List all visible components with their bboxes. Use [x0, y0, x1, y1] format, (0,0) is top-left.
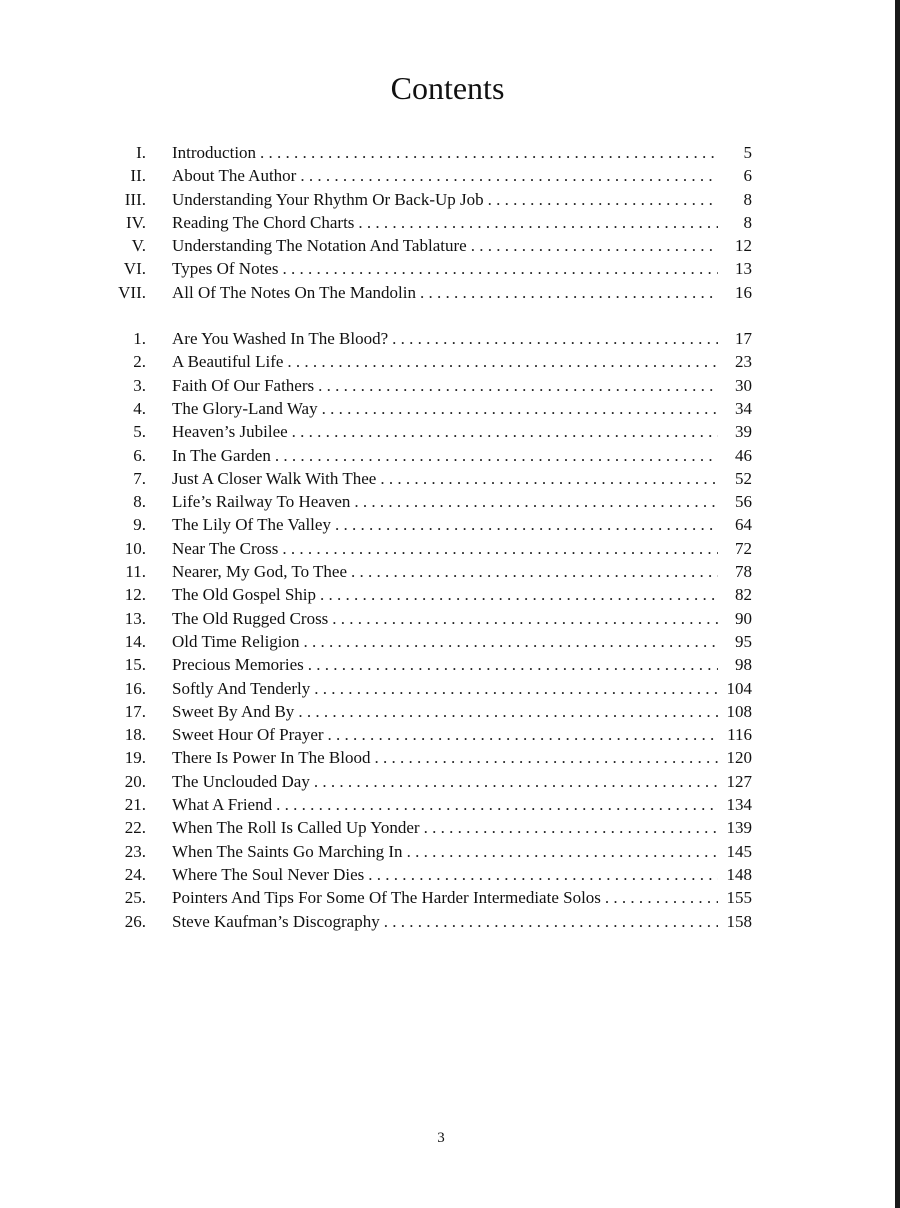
toc-entry-song — [100, 420, 752, 443]
entry-page-number: 56 — [735, 492, 752, 512]
entry-title: Understanding Your Rhythm Or Back-Up Job — [172, 189, 484, 209]
entry-title: Heaven’s Jubilee — [172, 422, 288, 442]
entry-title: Pointers And Tips For Some Of The Harder Intermediate Solos — [172, 888, 601, 908]
entry-number: 14. — [124, 631, 146, 651]
toc-entry-song — [100, 840, 752, 863]
dot-leader — [392, 327, 718, 350]
dot-leader — [420, 281, 718, 304]
entry-title: Old Time Religion — [172, 631, 300, 651]
entry-page-number: 82 — [735, 585, 752, 605]
entry-title: Reading The Chord Charts — [172, 212, 355, 232]
entry-page-number: 12 — [735, 236, 752, 256]
entry-page-number: 158 — [726, 911, 752, 931]
entry-number: 17. — [124, 701, 146, 721]
toc-entry-song — [100, 397, 752, 420]
dot-leader — [358, 211, 718, 234]
entry-title: Just A Closer Walk With Thee — [172, 468, 377, 488]
table-of-contents — [100, 141, 752, 933]
entry-title: In The Garden — [172, 445, 271, 465]
entry-title: All Of The Notes On The Mandolin — [172, 282, 416, 302]
page-title: Contents — [390, 70, 505, 106]
section-gap — [100, 304, 752, 327]
toc-entry-song — [100, 886, 752, 909]
entry-number: VI. — [123, 259, 146, 279]
entry-page-number: 5 — [743, 143, 752, 162]
entry-title: The Old Rugged Cross — [172, 608, 329, 628]
dot-leader — [318, 374, 718, 397]
entry-number: I. — [136, 143, 146, 162]
toc-entry-song — [100, 630, 752, 653]
dot-leader — [287, 350, 718, 373]
entry-title: The Lily Of The Valley — [172, 515, 331, 535]
toc-entry-song — [100, 793, 752, 816]
page-number: 3 — [437, 1130, 445, 1146]
dot-leader — [407, 840, 718, 863]
entry-page-number: 134 — [726, 795, 752, 815]
entry-page-number: 23 — [735, 352, 752, 372]
dot-leader — [275, 444, 718, 467]
entry-number: 3. — [133, 375, 146, 395]
front-matter-list — [100, 141, 752, 304]
entry-number: 10. — [124, 538, 146, 558]
dot-leader — [304, 630, 718, 653]
entry-page-number: 155 — [726, 888, 752, 908]
entry-title: Nearer, My God, To Thee — [172, 562, 348, 582]
entry-number: 16. — [124, 678, 146, 698]
toc-entry-song — [100, 653, 752, 676]
entry-number: V. — [131, 236, 146, 256]
toc-entry-song — [100, 513, 752, 536]
entry-page-number: 90 — [735, 608, 752, 628]
entry-page-number: 64 — [735, 515, 752, 535]
entry-page-number: 30 — [735, 375, 752, 395]
entry-page-number: 39 — [735, 422, 752, 442]
entry-page-number: 72 — [735, 538, 752, 558]
entry-title: What A Friend — [172, 795, 273, 815]
toc-entry-song — [100, 583, 752, 606]
entry-number: II. — [130, 166, 146, 186]
entry-title: The Unclouded Day — [172, 771, 310, 791]
entry-number: 22. — [124, 818, 146, 838]
toc-entry-song — [100, 910, 752, 933]
entry-page-number: 127 — [726, 771, 752, 791]
entry-page-number: 104 — [726, 678, 752, 698]
entry-number: VII. — [118, 282, 146, 302]
dot-leader — [332, 607, 718, 630]
dot-leader — [276, 793, 718, 816]
entry-title: Steve Kaufman’s Discography — [172, 911, 380, 931]
dot-leader — [605, 886, 718, 909]
entry-title: When The Roll Is Called Up Yonder — [172, 818, 420, 838]
entry-page-number: 17 — [735, 329, 752, 349]
entry-title: Faith Of Our Fathers — [172, 375, 315, 395]
entry-title: Life’s Railway To Heaven — [172, 492, 351, 512]
toc-entry-song — [100, 677, 752, 700]
entry-title: Where The Soul Never Dies — [172, 864, 365, 884]
entry-number: 12. — [124, 585, 146, 605]
dot-leader — [282, 537, 718, 560]
entry-page-number: 8 — [743, 189, 752, 209]
toc-entry-song — [100, 770, 752, 793]
entry-page-number: 139 — [726, 818, 752, 838]
entry-page-number: 13 — [735, 259, 752, 279]
entry-page-number: 78 — [735, 562, 752, 582]
entry-number: 7. — [133, 468, 146, 488]
toc-entry-song — [100, 350, 752, 373]
dot-leader — [300, 164, 718, 187]
dot-leader — [308, 653, 718, 676]
entry-page-number: 8 — [743, 212, 752, 232]
dot-leader — [260, 141, 718, 164]
entry-title: Precious Memories — [172, 655, 304, 675]
entry-page-number: 16 — [735, 282, 752, 302]
entry-number: 26. — [124, 911, 146, 931]
entry-title: Sweet By And By — [172, 701, 295, 721]
entry-title: Sweet Hour Of Prayer — [172, 725, 324, 745]
toc-entry-song — [100, 490, 752, 513]
entry-number: 4. — [133, 398, 146, 418]
entry-page-number: 46 — [735, 445, 752, 465]
entry-number: 5. — [133, 422, 146, 442]
entry-number: 25. — [124, 888, 146, 908]
toc-entry-song — [100, 723, 752, 746]
toc-entry-song — [100, 700, 752, 723]
entry-page-number: 120 — [726, 748, 752, 768]
toc-entry-front-matter — [100, 281, 752, 304]
toc-entry-song — [100, 746, 752, 769]
dot-leader — [282, 257, 718, 280]
toc-entry-song — [100, 863, 752, 886]
entry-number: 8. — [133, 492, 146, 512]
entry-title: About The Author — [172, 166, 297, 186]
entry-title: Are You Washed In The Blood? — [172, 329, 389, 349]
toc-entry-song — [100, 374, 752, 397]
dot-leader — [471, 234, 718, 257]
dot-leader — [380, 467, 718, 490]
entry-title: The Glory-Land Way — [172, 398, 318, 418]
entry-number: 13. — [124, 608, 146, 628]
entry-number: 15. — [124, 655, 146, 675]
dot-leader — [384, 910, 718, 933]
toc-entry-song — [100, 816, 752, 839]
entry-number: 6. — [133, 445, 146, 465]
entry-number: 20. — [124, 771, 146, 791]
toc-entry-front-matter — [100, 234, 752, 257]
entry-title: A Beautiful Life — [172, 352, 284, 372]
entry-page-number: 95 — [735, 631, 752, 651]
toc-entry-song — [100, 327, 752, 350]
toc-entry-song — [100, 537, 752, 560]
toc-entry-song — [100, 444, 752, 467]
entry-page-number: 116 — [727, 725, 752, 745]
dot-leader — [314, 770, 718, 793]
toc-entry-front-matter — [100, 211, 752, 234]
entry-number: 19. — [124, 748, 146, 768]
entry-title: Introduction — [172, 143, 257, 162]
dot-leader — [328, 723, 718, 746]
entry-number: III. — [124, 189, 146, 209]
entry-title: When The Saints Go Marching In — [172, 841, 403, 861]
dot-leader — [354, 490, 718, 513]
entry-page-number: 34 — [735, 398, 752, 418]
dot-leader — [488, 188, 718, 211]
toc-entry-front-matter — [100, 257, 752, 280]
dot-leader — [322, 397, 718, 420]
entry-title: Near The Cross — [172, 538, 279, 558]
entry-page-number: 6 — [743, 166, 752, 186]
dot-leader — [424, 816, 718, 839]
entry-number: 9. — [133, 515, 146, 535]
dot-leader — [314, 677, 718, 700]
dot-leader — [368, 863, 718, 886]
dot-leader — [335, 513, 718, 536]
entry-title: Understanding The Notation And Tablature — [172, 236, 467, 256]
entry-number: 23. — [124, 841, 146, 861]
entry-number: 21. — [124, 795, 146, 815]
entry-number: 2. — [133, 352, 146, 372]
dot-leader — [298, 700, 718, 723]
page-edge-border — [895, 0, 900, 1208]
entry-number: 24. — [124, 864, 146, 884]
dot-leader — [292, 420, 718, 443]
song-list — [100, 327, 752, 933]
entry-title: Types Of Notes — [172, 259, 279, 279]
entry-page-number: 52 — [735, 468, 752, 488]
entry-page-number: 98 — [735, 655, 752, 675]
entry-number: 1. — [133, 329, 146, 349]
toc-entry-front-matter — [100, 188, 752, 211]
toc-entry-song — [100, 560, 752, 583]
dot-leader — [351, 560, 718, 583]
entry-number: IV. — [126, 212, 146, 232]
entry-title: The Old Gospel Ship — [172, 585, 317, 605]
entry-number: 18. — [124, 725, 146, 745]
dot-leader — [374, 746, 718, 769]
dot-leader — [320, 583, 718, 606]
entry-title: There Is Power In The Blood — [172, 748, 371, 768]
toc-entry-song — [100, 467, 752, 490]
entry-number: 11. — [125, 562, 146, 582]
entry-page-number: 148 — [726, 864, 752, 884]
entry-page-number: 145 — [726, 841, 752, 861]
toc-entry-front-matter — [100, 164, 752, 187]
entry-title: Softly And Tenderly — [172, 678, 311, 698]
toc-entry-front-matter — [100, 141, 752, 164]
toc-entry-song — [100, 607, 752, 630]
entry-page-number: 108 — [726, 701, 752, 721]
